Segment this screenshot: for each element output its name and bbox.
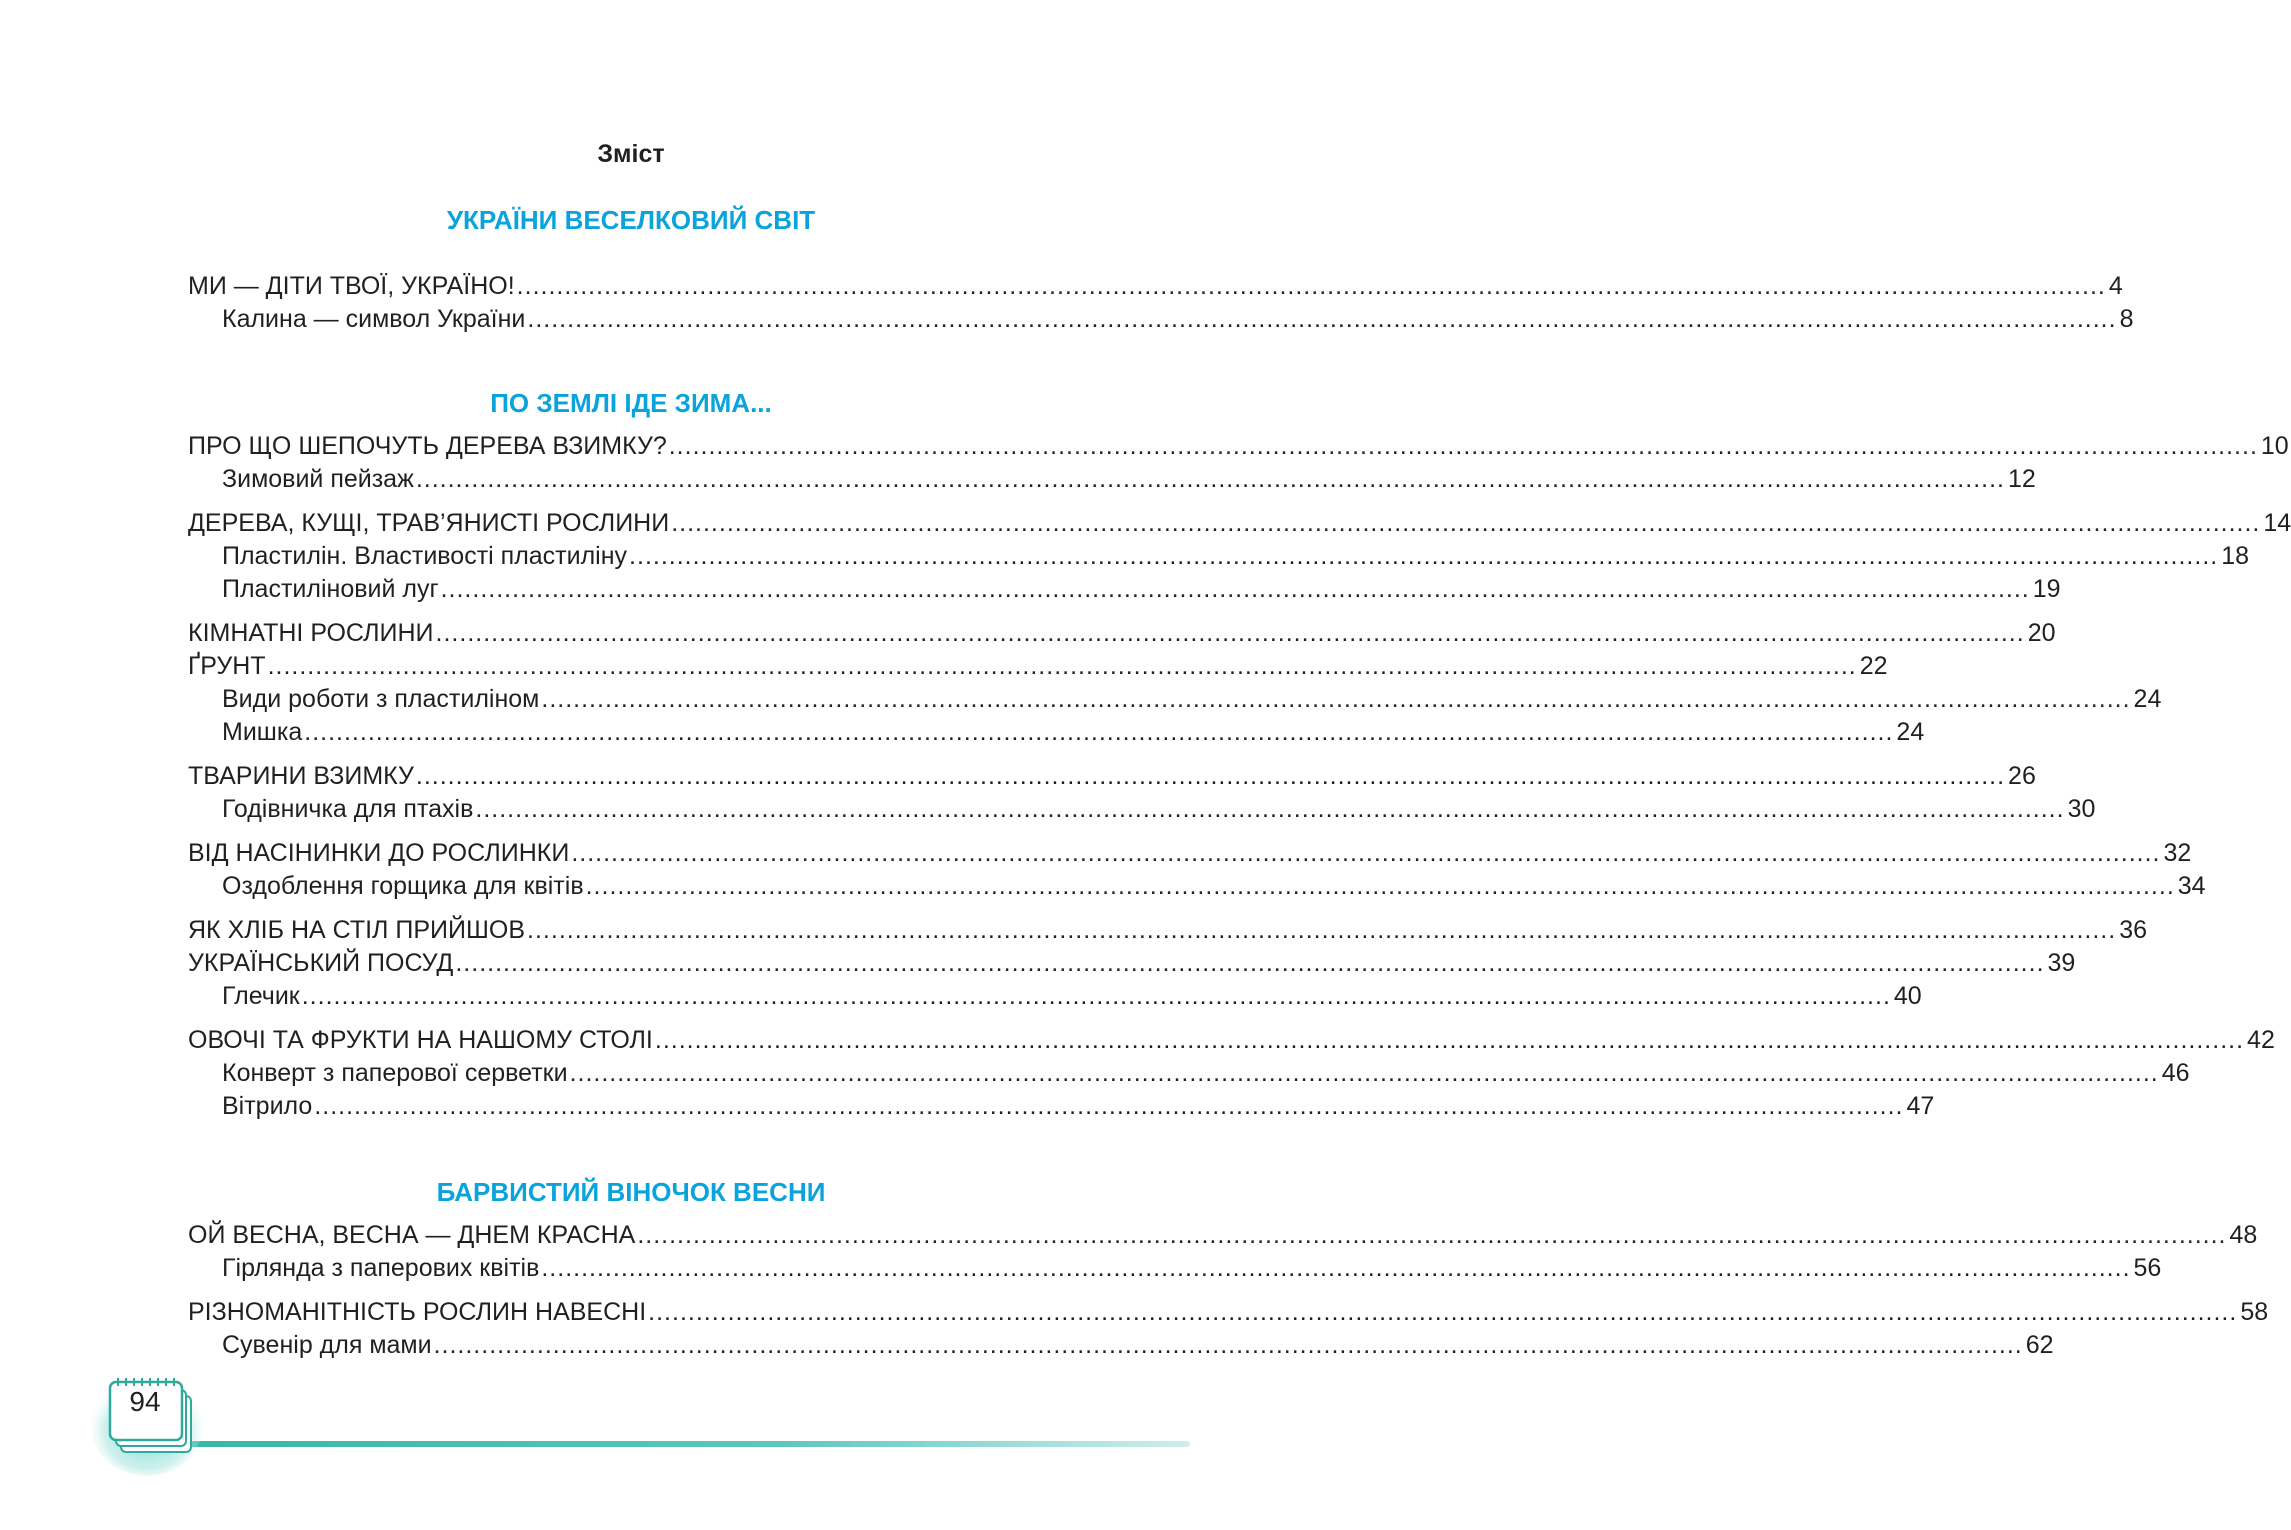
toc-entry[interactable]	[188, 651, 1888, 681]
toc-entry-title: Мишка	[222, 718, 303, 746]
toc-entry-title: ВІД НАСІНИНКИ ДО РОСЛИНКИ	[188, 839, 570, 867]
dot-leader: ........................................................................................................................................................................................................	[629, 542, 2219, 570]
toc-entry-page: 14	[2263, 509, 2291, 537]
toc-subentry[interactable]	[222, 1058, 2190, 1088]
dot-leader: ........................................................................................................................................................................................................	[527, 916, 2117, 944]
toc-entry-title: Зимовий пейзаж	[222, 465, 414, 493]
toc-entry-page: 48	[2229, 1221, 2258, 1249]
toc-entry-title: Оздоблення горщика для квітів	[222, 872, 584, 900]
dot-leader: ........................................................................................................................................................................................................	[585, 872, 2175, 900]
toc-entry[interactable]	[188, 1025, 2275, 1055]
toc-entry-page: 26	[2008, 762, 2036, 790]
page-number: 94	[129, 1386, 161, 1417]
toc-subentry[interactable]	[222, 1253, 2162, 1283]
toc-entry[interactable]	[188, 761, 2036, 791]
toc-entry-page: 4	[2108, 272, 2123, 300]
toc-entry-page: 30	[2067, 795, 2096, 823]
toc-entry-title: Вітрило	[222, 1092, 313, 1120]
dot-leader: ........................................................................................................................................................................................................	[648, 1298, 2238, 1326]
toc-entry-page: 10	[2260, 432, 2289, 460]
toc-entry-page: 32	[2163, 839, 2192, 867]
toc-entry-title: ТВАРИНИ ВЗИМКУ	[188, 762, 414, 790]
dot-leader: ........................................................................................................................................................................................................	[267, 652, 1857, 680]
dot-leader: ........................................................................................................................................................................................................	[668, 432, 2258, 460]
toc-entry[interactable]	[188, 948, 2076, 978]
dot-leader: ........................................................................................................................................................................................................	[415, 762, 2006, 790]
toc-entry-title: ДЕРЕВА, КУЩІ, ТРАВ’ЯНИСТІ РОСЛИНИ	[188, 509, 670, 537]
toc-subentry[interactable]	[222, 794, 2096, 824]
section-heading: БАРВИСТИЙ ВІНОЧОК ВЕСНИ	[436, 1177, 826, 1207]
section-heading: УКРАЇНИ ВЕСЕЛКОВИЙ СВІТ	[446, 205, 816, 235]
toc-entry[interactable]	[188, 431, 2289, 461]
toc-entry-title: ЯК ХЛІБ НА СТІЛ ПРИЙШОВ	[188, 916, 526, 944]
toc-entry-title: УКРАЇНСЬКИЙ ПОСУД	[188, 949, 454, 977]
toc-entry-page: 46	[2161, 1059, 2190, 1087]
toc-subentry[interactable]	[222, 871, 2206, 901]
dot-leader: ........................................................................................................................................................................................................	[314, 1092, 1904, 1120]
dot-leader: ........................................................................................................................................................................................................	[541, 685, 2131, 713]
toc-entry-title: РІЗНОМАНІТНІСТЬ РОСЛИН НАВЕСНІ	[188, 1298, 647, 1326]
toc-entry[interactable]	[188, 271, 2123, 301]
footer-bar	[150, 1441, 1190, 1447]
toc-subentry[interactable]	[222, 981, 1922, 1011]
dot-leader: ........................................................................................................................................................................................................	[654, 1026, 2245, 1054]
toc-entry[interactable]	[188, 915, 2148, 945]
toc-entry-page: 47	[1906, 1092, 1935, 1120]
dot-leader: ........................................................................................................................................................................................................	[569, 1059, 2159, 1087]
toc-entry-page: 40	[1893, 982, 1922, 1010]
toc-entry-page: 19	[2032, 575, 2061, 603]
toc-subentry[interactable]	[222, 684, 2162, 714]
toc-entry-title: МИ — ДІТИ ТВОЇ, УКРАЇНО!	[188, 272, 515, 300]
toc-entry-page: 24	[1896, 718, 1925, 746]
toc-entry-title: Калина — символ України	[222, 305, 526, 333]
toc-entry[interactable]	[188, 838, 2192, 868]
dot-leader: ........................................................................................................................................................................................................	[571, 839, 2161, 867]
dot-leader: ........................................................................................................................................................................................................	[475, 795, 2065, 823]
toc-entry-title: ҐРУНТ	[188, 652, 266, 680]
toc-entry-title: Глечик	[222, 982, 300, 1010]
toc-subentry[interactable]	[222, 574, 2061, 604]
toc-entry-page: 24	[2133, 685, 2162, 713]
toc-entry-title: Види роботи з пластиліном	[222, 685, 540, 713]
page-number-badge	[95, 1368, 215, 1478]
dot-leader: ........................................................................................................................................................................................................	[440, 575, 2030, 603]
dot-leader: ........................................................................................................................................................................................................	[541, 1254, 2131, 1282]
dot-leader: ........................................................................................................................................................................................................	[671, 509, 2261, 537]
toc-entry-page: 42	[2247, 1026, 2275, 1054]
dot-leader: ........................................................................................................................................................................................................	[516, 272, 2106, 300]
toc-entry-page: 12	[2007, 465, 2036, 493]
toc-entry-title: ОЙ ВЕСНА, ВЕСНА — ДНЕМ КРАСНА	[188, 1221, 636, 1249]
toc-entry-page: 58	[2240, 1298, 2269, 1326]
toc-entry-page: 39	[2047, 949, 2076, 977]
toc-subentry[interactable]	[222, 1091, 1935, 1121]
toc-subentry[interactable]	[222, 1330, 2054, 1360]
dot-leader: ........................................................................................................................................................................................................	[301, 982, 1891, 1010]
toc-entry-page: 20	[2027, 619, 2056, 647]
toc-entry-page: 8	[2119, 305, 2134, 333]
section-heading: ПО ЗЕМЛІ ІДЕ ЗИМА...	[490, 388, 772, 418]
toc-entry-page: 34	[2177, 872, 2206, 900]
toc-subentry[interactable]	[222, 717, 1925, 747]
toc-entry-title: Годівничка для птахів	[222, 795, 474, 823]
toc-entry-title: ПРО ЩО ШЕПОЧУТЬ ДЕРЕВА ВЗИМКУ?	[188, 432, 667, 460]
toc-entry-title: Гірлянда з паперових квітів	[222, 1254, 540, 1282]
toc-entry-title: Сувенір для мами	[222, 1331, 432, 1359]
dot-leader: ........................................................................................................................................................................................................	[415, 465, 2005, 493]
dot-leader: ........................................................................................................................................................................................................	[304, 718, 1894, 746]
page-title: Зміст	[597, 140, 665, 168]
toc-entry-page: 36	[2119, 916, 2148, 944]
toc-entry-page: 18	[2221, 542, 2250, 570]
toc-entry[interactable]	[188, 1220, 2258, 1250]
dot-leader: ........................................................................................................................................................................................................	[455, 949, 2045, 977]
toc-entry-title: Конверт з паперової серветки	[222, 1059, 568, 1087]
toc-entry-page: 62	[2025, 1331, 2054, 1359]
dot-leader: ........................................................................................................................................................................................................	[435, 619, 2025, 647]
dot-leader: ........................................................................................................................................................................................................	[527, 305, 2117, 333]
toc-entry[interactable]	[188, 1297, 2269, 1327]
toc-subentry[interactable]	[222, 541, 2250, 571]
dot-leader: ........................................................................................................................................................................................................	[433, 1331, 2023, 1359]
toc-entry-title: КІМНАТНІ РОСЛИНИ	[188, 619, 434, 647]
dot-leader: ........................................................................................................................................................................................................	[637, 1221, 2227, 1249]
toc-entry-page: 22	[1859, 652, 1888, 680]
toc-subentry[interactable]	[222, 304, 2134, 334]
toc-entry-title: ОВОЧІ ТА ФРУКТИ НА НАШОМУ СТОЛІ	[188, 1026, 653, 1054]
toc-subentry[interactable]	[222, 464, 2036, 494]
toc-entry-title: Пластиліновий луг	[222, 575, 439, 603]
toc-entry-title: Пластилін. Властивості пластиліну	[222, 542, 628, 570]
toc-entry[interactable]	[188, 508, 2291, 538]
toc-entry-page: 56	[2133, 1254, 2162, 1282]
toc-entry[interactable]	[188, 618, 2056, 648]
